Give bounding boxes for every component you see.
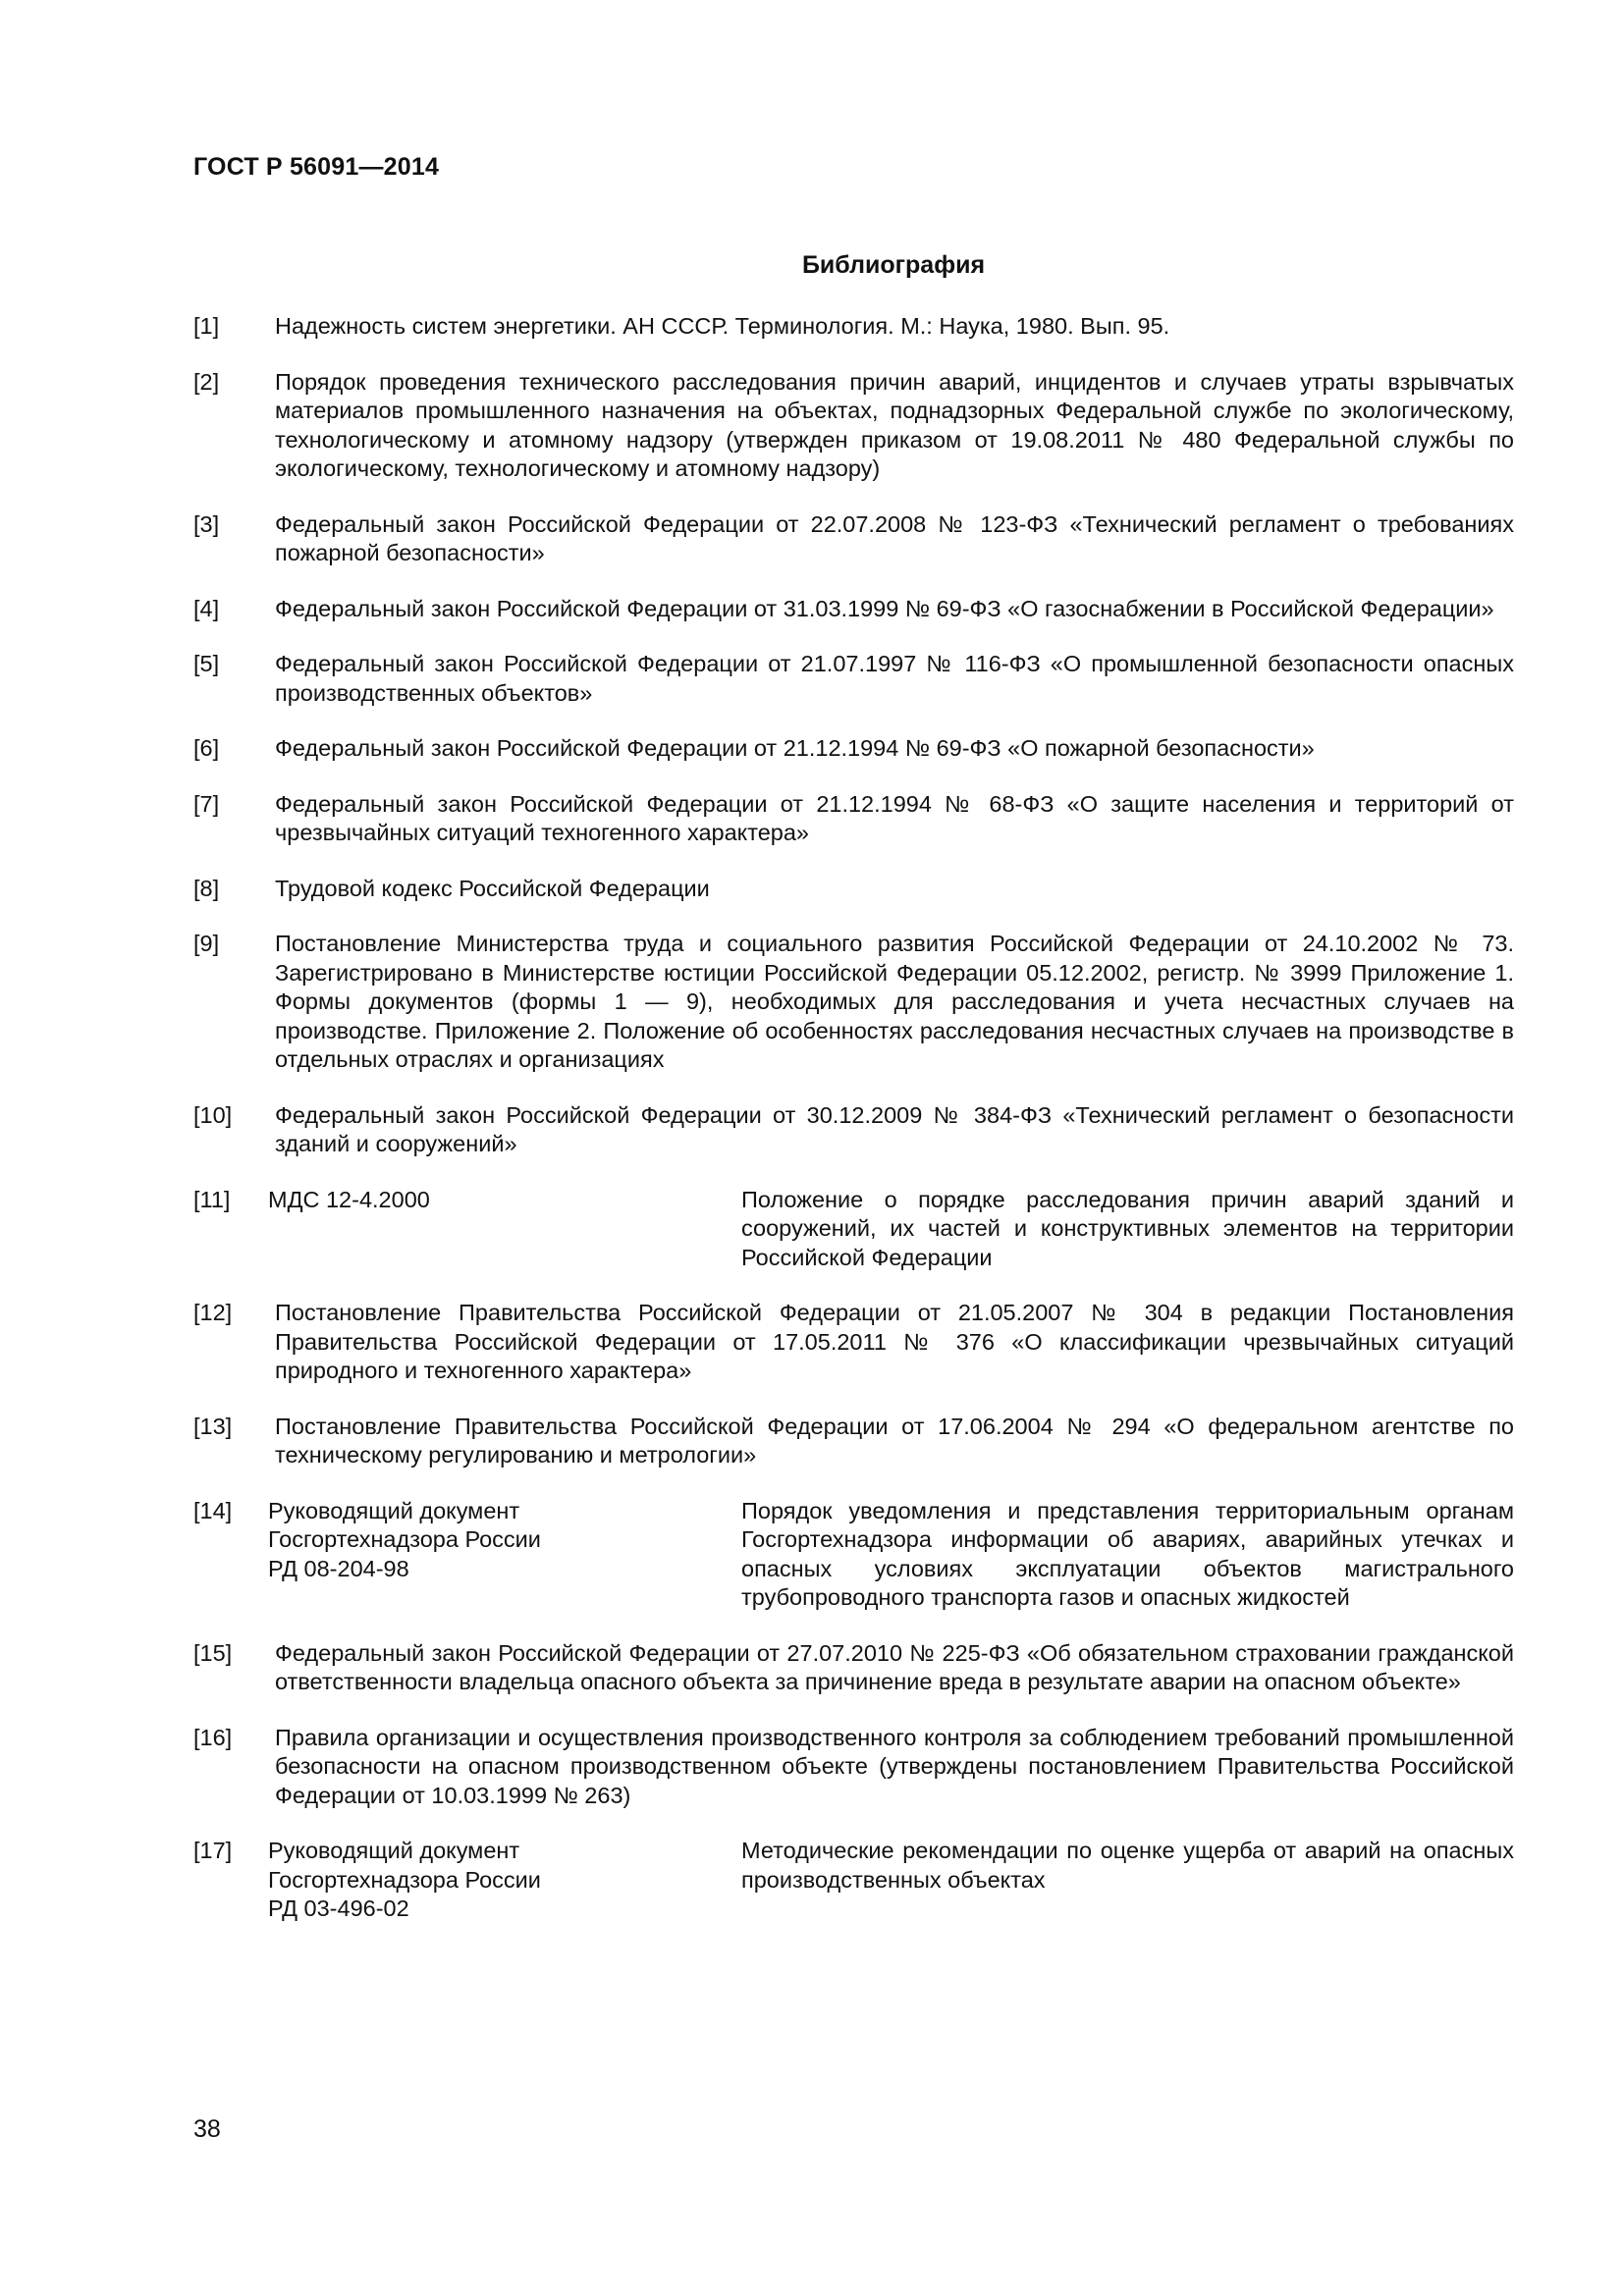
entry-designation: Руководящий документ Госгортехнадзора России РД 08-204-98: [268, 1497, 541, 1581]
bibliography-entry-4: [193, 595, 1514, 624]
document-code-header: ГОСТ Р 56091—2014: [193, 153, 440, 181]
bibliography-entry-7: [193, 790, 1514, 848]
entry-number: [3]: [193, 510, 220, 537]
entry-number: [17]: [193, 1838, 233, 1863]
entry-number: [5]: [193, 651, 220, 676]
entry-text: Федеральный закон Российской Федерации от 21.12.1994 № 68-ФЗ «О защите населения и территорий от чрезвычайных ситуаций техногенного характера»: [275, 790, 1514, 845]
bibliography-entry-9: [193, 930, 1514, 1075]
entry-designation: Руководящий документ Госгортехнадзора России РД 03-496-02: [268, 1838, 541, 1921]
entry-text: Постановление Правительства Российской Федерации от 17.06.2004 № 294 «О федеральном агентстве по техническому регулированию и метрологии»: [275, 1413, 1514, 1468]
bibliography-entry-8: [193, 875, 1514, 904]
bibliography-entry-1: [193, 312, 1514, 342]
entry-number: [1]: [193, 313, 220, 339]
entry-number: [14]: [193, 1497, 233, 1523]
entry-text: Федеральный закон Российской Федерации от 27.07.2010 № 225-ФЗ «Об обязательном страховании гражданской ответственности владельца опасного объекта за причинение вреда в результате аварии на опасном объекте»: [275, 1639, 1514, 1694]
entry-number: [11]: [193, 1186, 231, 1212]
entry-text: Федеральный закон Российской Федерации от 22.07.2008 № 123-ФЗ «Технический регламент о требованиях пожарной безопасности»: [275, 510, 1514, 565]
entry-text: Постановление Правительства Российской Федерации от 21.05.2007 № 304 в редакции Постановления Правительства Российской Федерации от 17.05.2011 № 376 «О классификации чрезвычайных ситуаций природного и техногенного характера»: [275, 1300, 1514, 1383]
entry-number: [2]: [193, 368, 220, 395]
entry-number: [6]: [193, 735, 220, 761]
entry-text: Постановление Министерства труда и социального развития Российской Федерации от 24.10.2002 № 73. Зарегистрировано в Министерстве юстиции Российской Федерации 05.12.2002, регистр. № 3999 Приложение 1. Формы документов (формы 1 — 9), необходимых для расследования и учета несчастных случаев на производстве. Приложение 2. Положение об особенностях расследования несчастных случаев на производстве в отдельных отраслях и организациях: [275, 931, 1514, 1072]
bibliography-entry-11: [193, 1186, 1514, 1273]
bibliography-entry-13: [193, 1413, 1514, 1470]
bibliography-entry-10: [193, 1101, 1514, 1159]
entry-text: Правила организации и осуществления производственного контроля за соблюдением требований промышленной безопасности на опасном производственном объекте (утверждены постановлением Правительства Российской Федерации от 10.03.1999 № 263): [275, 1724, 1514, 1808]
bibliography-title: Библиография: [801, 251, 986, 279]
bibliography-entry-3: [193, 510, 1514, 568]
entry-title: Методические рекомендации по оценке ущерба от аварий на опасных производственных объектах: [741, 1838, 1514, 1893]
bibliography-entry-17: [193, 1837, 1514, 1921]
entry-number: [16]: [193, 1724, 233, 1750]
bibliography-entry-12: [193, 1299, 1514, 1386]
bibliography-list: [193, 312, 1514, 1921]
bibliography-entry-6: [193, 734, 1514, 764]
page-number: 38: [193, 2115, 221, 2143]
bibliography-entry-15: [193, 1639, 1514, 1697]
entry-number: [7]: [193, 790, 220, 817]
bibliography-entry-2: [193, 368, 1514, 484]
bibliography-entry-5: [193, 650, 1514, 708]
entry-designation: МДС 12-4.2000: [268, 1186, 430, 1212]
entry-text: Федеральный закон Российской Федерации от 30.12.2009 № 384-ФЗ «Технический регламент о безопасности зданий и сооружений»: [275, 1101, 1514, 1156]
entry-number: [8]: [193, 875, 220, 901]
entry-number: [15]: [193, 1639, 233, 1666]
entry-number: [10]: [193, 1101, 233, 1128]
bibliography-entry-14: [193, 1497, 1514, 1613]
bibliography-entry-16: [193, 1724, 1514, 1811]
entry-text: Порядок проведения технического расследования причин аварий, инцидентов и случаев утраты взрывчатых материалов промышленного назначения на объектах, поднадзорных Федеральной службе по экологическому, технологическому и атомному надзору (утвержден приказом от 19.08.2011 № 480 Федеральной службы по экологическому, технологическому и атомному надзору): [275, 368, 1514, 481]
entry-number: [13]: [193, 1413, 233, 1439]
entry-text: Федеральный закон Российской Федерации от 21.12.1994 № 69-ФЗ «О пожарной безопасности»: [275, 735, 1315, 761]
entry-number: [9]: [193, 931, 220, 956]
entry-text: Федеральный закон Российской Федерации от 31.03.1999 № 69-ФЗ «О газоснабжении в Российской Федерации»: [275, 595, 1494, 621]
entry-text: Федеральный закон Российской Федерации от 21.07.1997 № 116-ФЗ «О промышленной безопасности опасных производственных объектов»: [275, 651, 1514, 706]
entry-title: Порядок уведомления и представления территориальным органам Госгортехнадзора информации об авариях, аварийных утечках и опасных условиях эксплуатации объектов магистрального трубопроводного транспорта газов и опасных жидкостей: [741, 1497, 1514, 1610]
entry-text: Надежность систем энергетики. АН СССР. Терминология. М.: Наука, 1980. Вып. 95.: [275, 313, 1170, 339]
entry-text: Трудовой кодекс Российской Федерации: [275, 875, 710, 901]
entry-number: [12]: [193, 1300, 233, 1325]
entry-title: Положение о порядке расследования причин аварий зданий и сооружений, их частей и конструктивных элементов на территории Российской Федерации: [741, 1186, 1514, 1270]
entry-number: [4]: [193, 595, 220, 621]
